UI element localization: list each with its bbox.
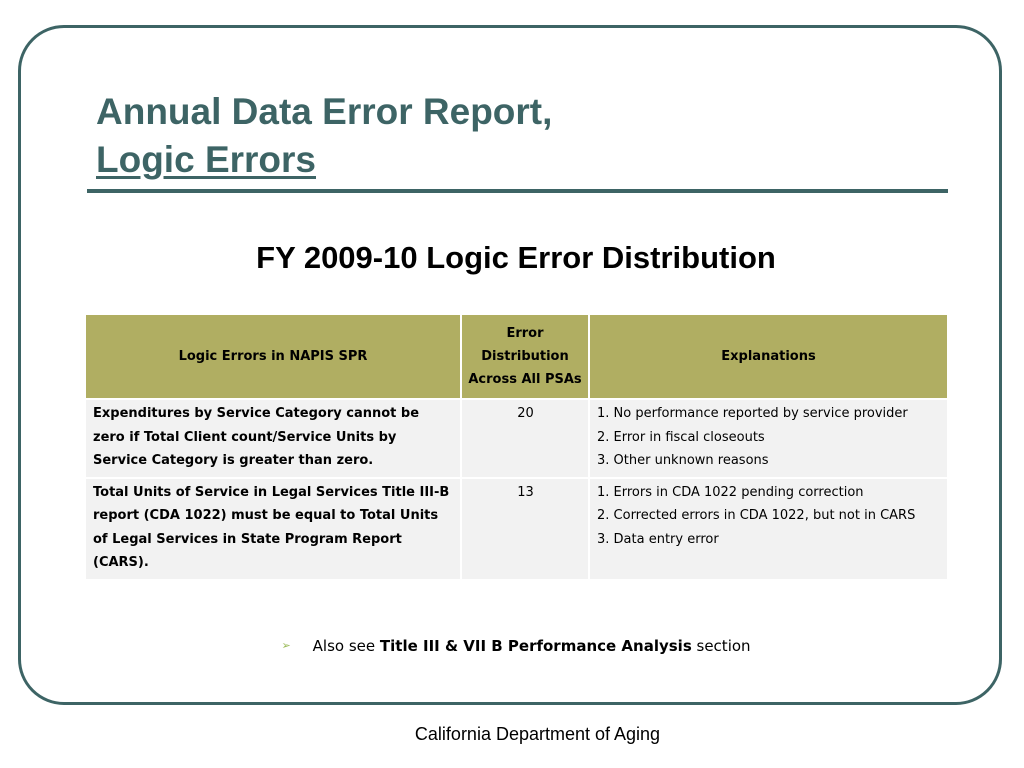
explanation-item: 2. Error in fiscal closeouts [597, 429, 765, 445]
title-line-1: Annual Data Error Report, [96, 91, 553, 132]
logic-error-table [86, 315, 947, 581]
page-title [96, 88, 552, 184]
logic-error-cell: Expenditures by Service Category cannot be zero if Total Client count/Service Units by Service Category is greater than zero. [86, 399, 461, 478]
arrow-bullet-icon: ➢ [281, 639, 291, 652]
table-header-row [86, 315, 947, 399]
column-header-logic-errors: Logic Errors in NAPIS SPR [86, 315, 461, 399]
title-divider [87, 189, 948, 193]
table-row [86, 478, 947, 580]
explanation-item: 3. Other unknown reasons [597, 453, 769, 468]
table-row [86, 399, 947, 478]
title-line-2: Logic Errors [96, 139, 316, 180]
note-emphasis: Title III & VII B Performance Analysis [379, 637, 692, 655]
explanation-item: 3. Data entry error [597, 531, 719, 547]
column-header-error-distribution: Error Distribution Across All PSAs [461, 315, 589, 399]
table-title: FY 2009-10 Logic Error Distribution [256, 240, 776, 275]
footer-organization: California Department of Aging [414, 724, 661, 744]
note-suffix: section [691, 637, 751, 655]
error-count-cell: 20 [461, 399, 589, 478]
explanation-item: 2. Corrected errors in CDA 1022, but not in CARS [597, 508, 916, 523]
explanation-item: 1. Errors in CDA 1022 pending correction [597, 484, 864, 500]
error-count-cell: 13 [461, 478, 589, 580]
column-header-explanations: Explanations [589, 315, 947, 399]
explanation-item: 1. No performance reported by service provider [597, 406, 908, 421]
see-also-note [0, 637, 1024, 655]
logic-error-cell: Total Units of Service in Legal Services Title III-B report (CDA 1022) must be equal to Total Units of Legal Services in State Program Report (CARS). [86, 478, 461, 580]
explanations-cell [589, 478, 947, 580]
note-prefix: Also see [312, 637, 380, 655]
explanations-cell [589, 399, 947, 478]
